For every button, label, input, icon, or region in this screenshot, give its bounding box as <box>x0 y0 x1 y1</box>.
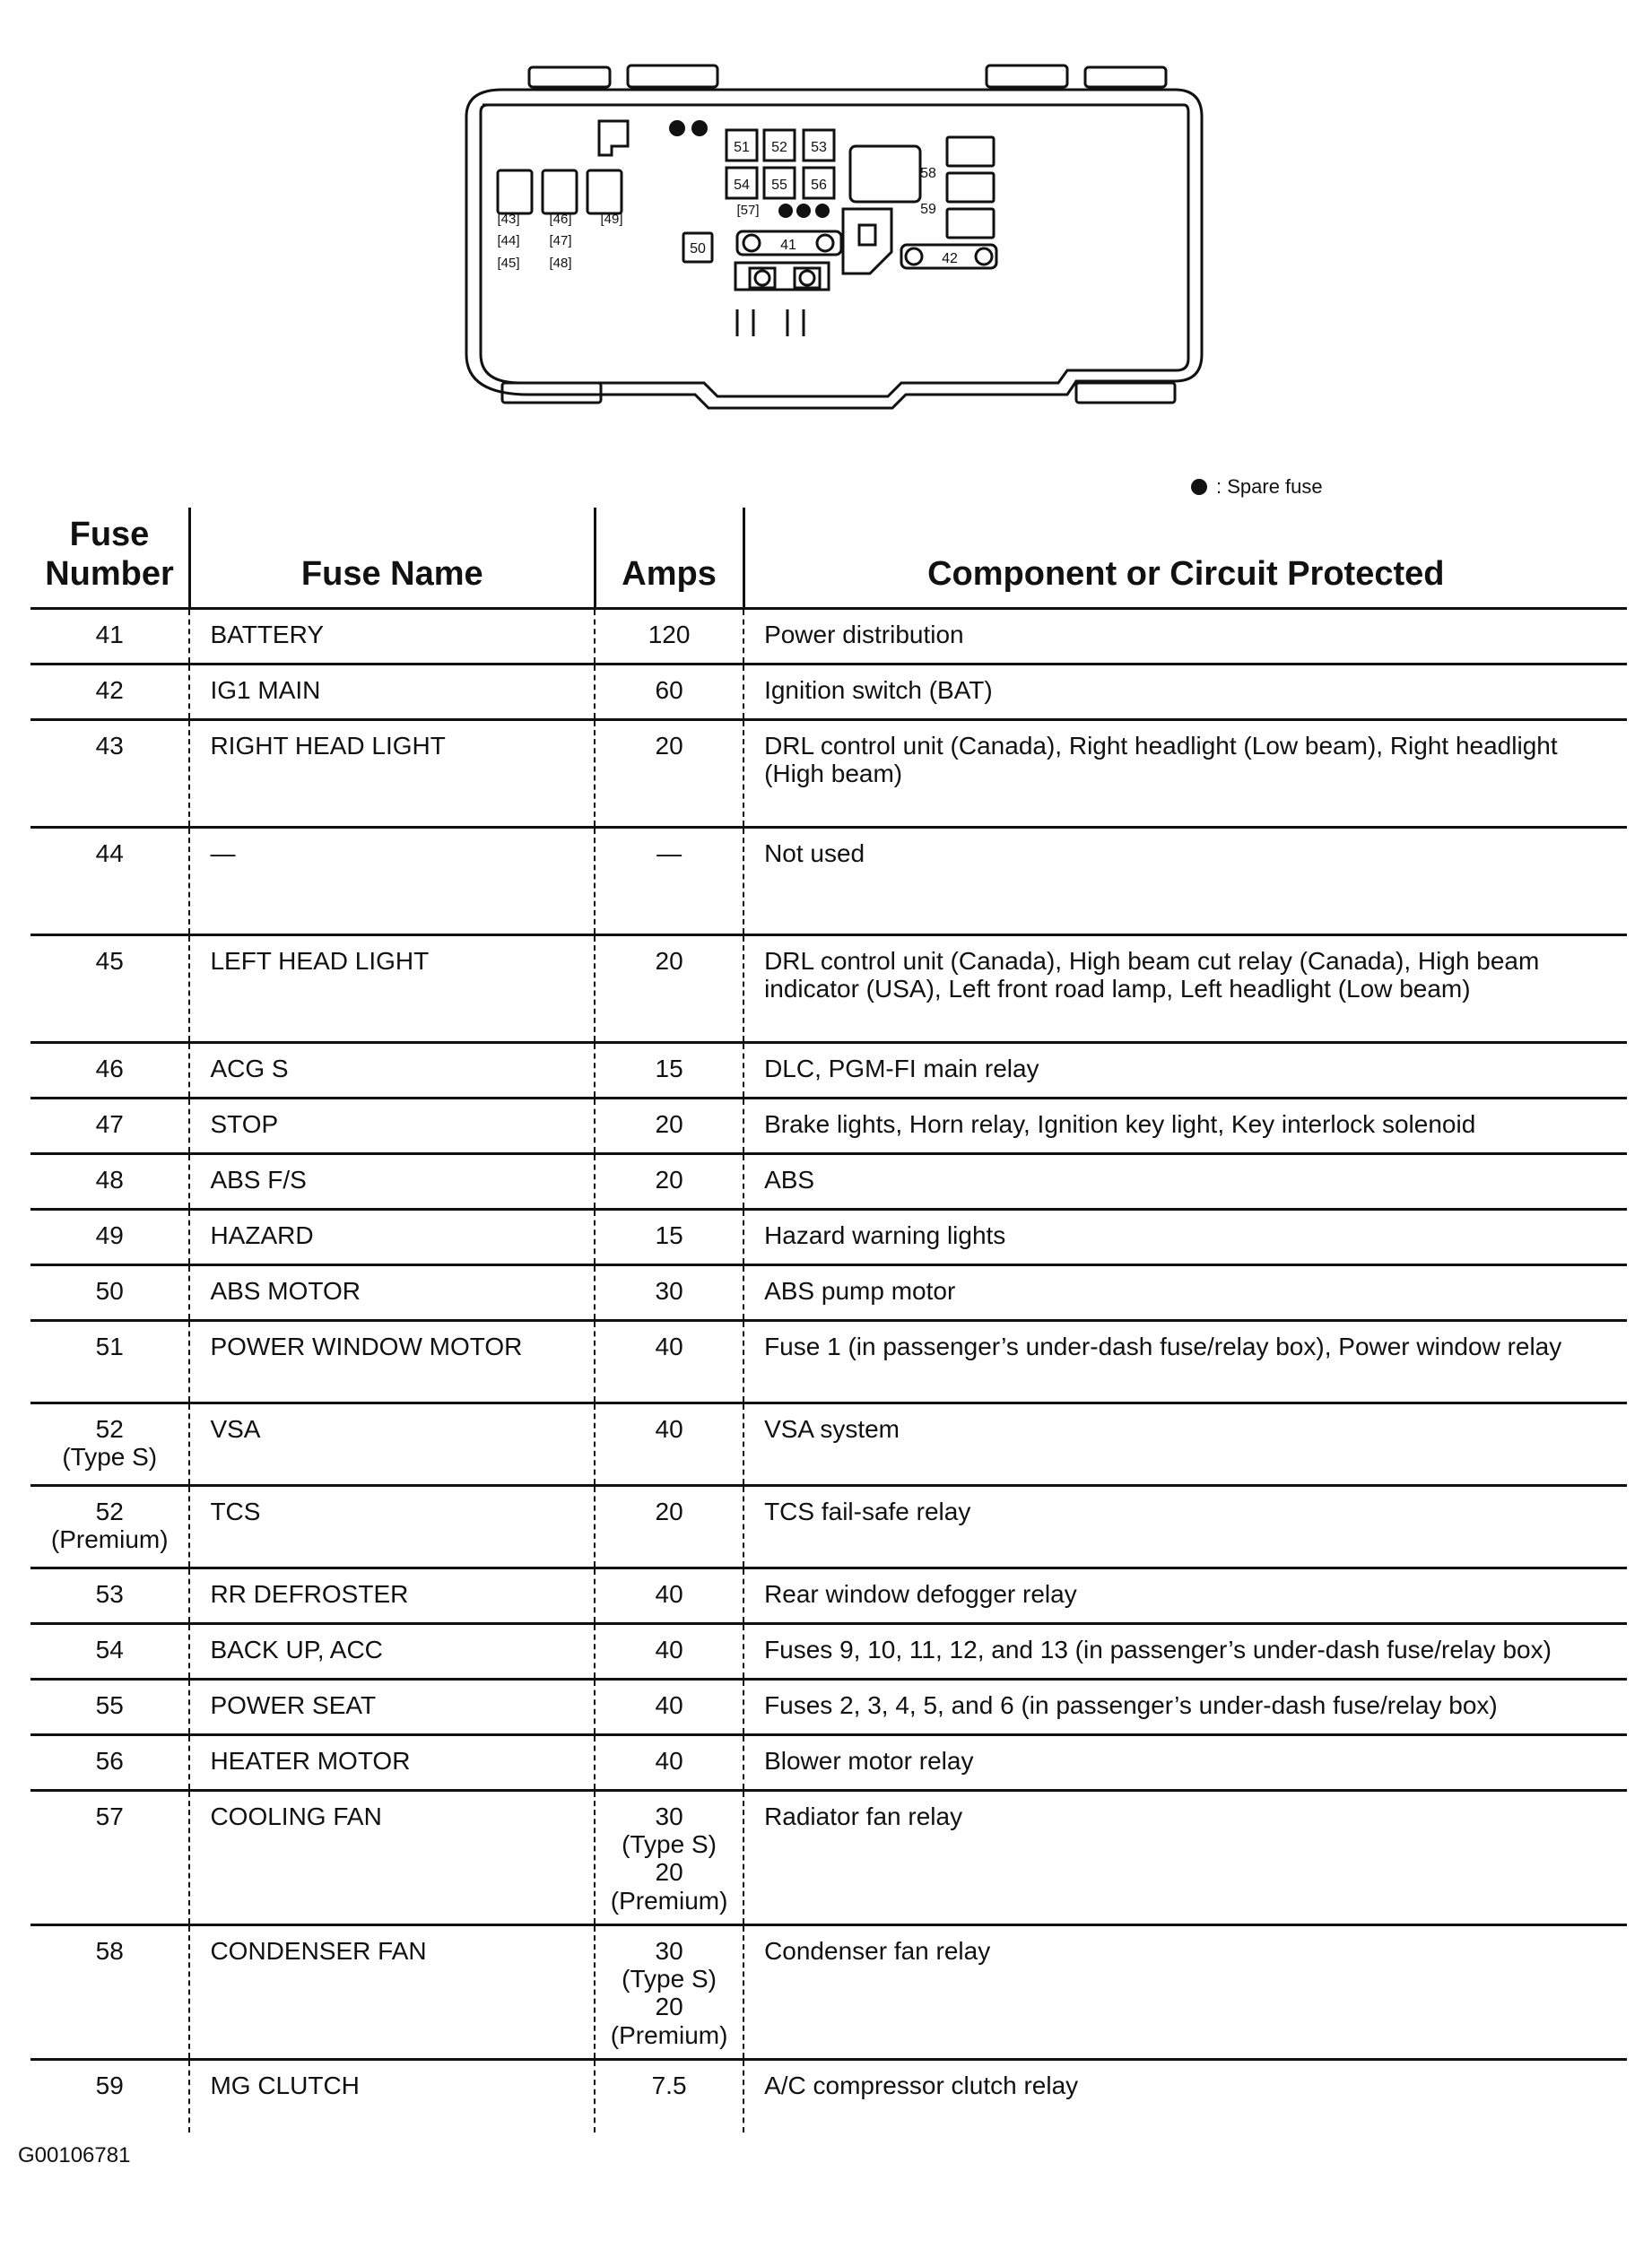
amps-cell: 20 <box>595 934 743 1042</box>
fuse-name-cell: STOP <box>189 1098 595 1153</box>
header-fuse-number: Fuse Number <box>45 516 174 593</box>
component-cell: ABS pump motor <box>743 1264 1627 1320</box>
fuse-name-cell: POWER WINDOW MOTOR <box>189 1320 595 1403</box>
fuse-number-cell: 48 <box>95 1165 124 1194</box>
fuse-number-cell: 42 <box>95 675 124 704</box>
amps-cell: 40 <box>595 1403 743 1485</box>
svg-text:54: 54 <box>734 178 750 193</box>
fuse-number-cell: 52 (Premium) <box>50 1497 169 1553</box>
fuse-box-diagram <box>448 49 1229 471</box>
svg-text:59: 59 <box>920 202 936 217</box>
amps-cell: 15 <box>595 1209 743 1264</box>
fuse-number-cell: 58 <box>95 1936 124 1965</box>
svg-text:[46]: [46] <box>549 212 572 227</box>
fuse-name-cell: HEATER MOTOR <box>189 1734 595 1790</box>
component-cell: Not used <box>743 827 1627 934</box>
amps-cell: 30 (Type S) 20 (Premium) <box>595 1924 743 2059</box>
fuse-name-cell: — <box>189 827 595 934</box>
component-cell: Condenser fan relay <box>743 1924 1627 2059</box>
svg-text:41: 41 <box>780 238 796 253</box>
header-component: Component or Circuit Protected <box>743 508 1627 608</box>
legend-text: : Spare fuse <box>1216 475 1323 498</box>
fuse-name-cell: MG CLUTCH <box>189 2059 595 2132</box>
svg-text:[43]: [43] <box>497 212 520 227</box>
svg-text:42: 42 <box>942 251 958 266</box>
table-row <box>30 1042 1627 1098</box>
svg-text:[48]: [48] <box>549 256 572 271</box>
svg-text:55: 55 <box>771 178 787 193</box>
component-cell: Fuses 2, 3, 4, 5, and 6 (in passenger’s under-dash fuse/relay box) <box>743 1679 1627 1734</box>
fuse-number-cell: 47 <box>95 1109 124 1138</box>
fuse-name-cell: ABS F/S <box>189 1153 595 1209</box>
fuse-name-cell: ACG S <box>189 1042 595 1098</box>
svg-text:[49]: [49] <box>600 212 623 227</box>
table-row <box>30 1403 1627 1485</box>
amps-cell: 7.5 <box>595 2059 743 2132</box>
svg-text:51: 51 <box>734 140 750 155</box>
fuse-number-cell: 54 <box>95 1635 124 1663</box>
fuse-number-cell: 43 <box>95 731 124 760</box>
component-cell: TCS fail-safe relay <box>743 1485 1627 1568</box>
fuse-number-cell: 46 <box>95 1054 124 1082</box>
amps-cell: 20 <box>595 1485 743 1568</box>
fuse-name-cell: BACK UP, ACC <box>189 1623 595 1679</box>
fuse-name-cell: TCS <box>189 1485 595 1568</box>
amps-cell: 30 <box>595 1264 743 1320</box>
table-row <box>30 1924 1627 2059</box>
fuse-name-cell: HAZARD <box>189 1209 595 1264</box>
component-cell: Fuse 1 (in passenger’s under-dash fuse/relay box), Power window relay <box>743 1320 1627 1403</box>
component-cell: DRL control unit (Canada), High beam cut relay (Canada), High beam indicator (USA), Left front road lamp, Left headlight (Low beam) <box>743 934 1627 1042</box>
table-row <box>30 1264 1627 1320</box>
table-row <box>30 2059 1627 2132</box>
fuse-number-cell: 57 <box>95 1802 124 1830</box>
component-cell: Brake lights, Horn relay, Ignition key light, Key interlock solenoid <box>743 1098 1627 1153</box>
table-row <box>30 934 1627 1042</box>
amps-cell: 40 <box>595 1320 743 1403</box>
amps-cell: — <box>595 827 743 934</box>
table-row <box>30 1790 1627 1924</box>
component-cell: A/C compressor clutch relay <box>743 2059 1627 2132</box>
fuse-table <box>30 508 1627 2132</box>
amps-cell: 20 <box>595 1153 743 1209</box>
component-cell: ABS <box>743 1153 1627 1209</box>
fuse-name-cell: BATTERY <box>189 608 595 664</box>
svg-text:[47]: [47] <box>549 233 572 248</box>
spare-fuse-legend <box>1191 475 1323 499</box>
header-amps: Amps <box>595 508 743 608</box>
component-cell: Hazard warning lights <box>743 1209 1627 1264</box>
amps-cell: 15 <box>595 1042 743 1098</box>
fuse-number-cell: 45 <box>95 946 124 975</box>
fuse-name-cell: IG1 MAIN <box>189 664 595 719</box>
table-row <box>30 664 1627 719</box>
amps-cell: 30 (Type S) 20 (Premium) <box>595 1790 743 1924</box>
fuse-name-cell: RIGHT HEAD LIGHT <box>189 719 595 827</box>
svg-text:[45]: [45] <box>497 256 520 271</box>
table-row <box>30 719 1627 827</box>
table-row <box>30 1485 1627 1568</box>
svg-text:56: 56 <box>811 178 827 193</box>
component-cell: Radiator fan relay <box>743 1790 1627 1924</box>
amps-cell: 40 <box>595 1734 743 1790</box>
fuse-number-cell: 55 <box>95 1690 124 1719</box>
table-row <box>30 608 1627 664</box>
table-row <box>30 1209 1627 1264</box>
svg-text:58: 58 <box>920 166 936 181</box>
fuse-name-cell: POWER SEAT <box>189 1679 595 1734</box>
fuse-number-cell: 52 (Type S) <box>62 1414 158 1471</box>
fuse-name-cell: ABS MOTOR <box>189 1264 595 1320</box>
table-row <box>30 1734 1627 1790</box>
fuse-number-cell: 41 <box>95 620 124 648</box>
svg-text:[44]: [44] <box>497 233 520 248</box>
fuse-number-cell: 50 <box>95 1276 124 1305</box>
table-row <box>30 827 1627 934</box>
amps-cell: 60 <box>595 664 743 719</box>
fuse-name-cell: RR DEFROSTER <box>189 1568 595 1623</box>
table-header-row <box>30 508 1627 608</box>
svg-text:52: 52 <box>771 140 787 155</box>
amps-cell: 20 <box>595 1098 743 1153</box>
amps-cell: 20 <box>595 719 743 827</box>
fuse-number-cell: 56 <box>95 1746 124 1775</box>
component-cell: VSA system <box>743 1403 1627 1485</box>
spare-fuse-dot-icon <box>1191 479 1207 495</box>
fuse-number-cell: 44 <box>95 838 124 867</box>
amps-cell: 40 <box>595 1568 743 1623</box>
amps-cell: 40 <box>595 1623 743 1679</box>
amps-cell: 120 <box>595 608 743 664</box>
header-fuse-name: Fuse Name <box>189 508 595 608</box>
fuse-name-cell: CONDENSER FAN <box>189 1924 595 2059</box>
component-cell: DLC, PGM-FI main relay <box>743 1042 1627 1098</box>
component-cell: Rear window defogger relay <box>743 1568 1627 1623</box>
svg-text:[57]: [57] <box>736 203 760 218</box>
table-row <box>30 1153 1627 1209</box>
table-row <box>30 1623 1627 1679</box>
component-cell: Fuses 9, 10, 11, 12, and 13 (in passenger’s under-dash fuse/relay box) <box>743 1623 1627 1679</box>
table-row <box>30 1098 1627 1153</box>
table-row <box>30 1320 1627 1403</box>
fuse-number-cell: 59 <box>95 2071 124 2099</box>
component-cell: DRL control unit (Canada), Right headlight (Low beam), Right headlight (High beam) <box>743 719 1627 827</box>
fuse-number-cell: 49 <box>95 1220 124 1249</box>
fuse-number-cell: 53 <box>95 1579 124 1608</box>
component-cell: Power distribution <box>743 608 1627 664</box>
svg-text:53: 53 <box>811 140 827 155</box>
fuse-name-cell: LEFT HEAD LIGHT <box>189 934 595 1042</box>
figure-code: G00106781 <box>18 2143 131 2167</box>
fuse-number-cell: 51 <box>95 1332 124 1360</box>
table-row <box>30 1679 1627 1734</box>
amps-cell: 40 <box>595 1679 743 1734</box>
fuse-name-cell: COOLING FAN <box>189 1790 595 1924</box>
component-cell: Blower motor relay <box>743 1734 1627 1790</box>
fuse-name-cell: VSA <box>189 1403 595 1485</box>
component-cell: Ignition switch (BAT) <box>743 664 1627 719</box>
svg-text:50: 50 <box>690 241 706 256</box>
table-row <box>30 1568 1627 1623</box>
